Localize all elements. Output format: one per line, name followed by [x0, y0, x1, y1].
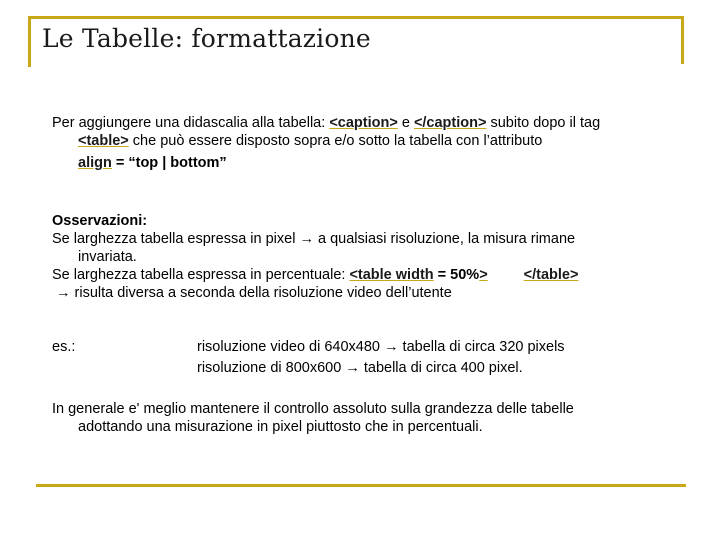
caption-paragraph [52, 114, 600, 172]
observation-text-d: risulta diversa a seconda della risoluzione video dell’utente [70, 285, 452, 301]
slide-title: Le Tabelle: formattazione [42, 24, 371, 53]
tag-close-bracket: > [479, 267, 488, 283]
caption-text-c: che può essere disposto sopra e/o sotto la tabella con l’attributo [128, 133, 543, 149]
observation-line-3 [52, 284, 578, 302]
example-text-c: risoluzione di 800x600 [197, 360, 346, 376]
conclusion-block [52, 400, 574, 436]
width-value: = 50% [433, 267, 480, 283]
align-values: = “top | bottom” [111, 155, 227, 171]
caption-line-2 [52, 132, 600, 150]
caption-text-b: subito dopo il tag [486, 115, 601, 131]
observation-line-2 [52, 266, 578, 284]
conclusion-line-1: In generale e' meglio mantenere il controllo assoluto sulla grandezza delle tabelle [52, 401, 574, 417]
observations-heading: Osservazioni: [52, 213, 148, 229]
table-width-tag: <table width [349, 267, 434, 283]
example-text-d: tabella di circa 400 pixel. [359, 360, 523, 376]
conclusion-line-2: adottando una misurazione in pixel piuttosto che in percentuali. [78, 419, 483, 435]
arrow-icon: → [384, 339, 399, 355]
caption-text: Per aggiungere una didascalia alla tabella: [52, 115, 330, 131]
caption-open-tag: <caption> [329, 115, 398, 131]
caption-line-3 [52, 154, 600, 172]
example-label: es.: [52, 339, 76, 355]
bottom-divider [36, 484, 686, 487]
observation-line-1c: invariata. [78, 249, 137, 265]
example-line-2 [197, 359, 677, 377]
align-attribute: align [78, 155, 112, 171]
example-text: risoluzione video di 640x480 [197, 339, 385, 355]
caption-line-1 [52, 114, 600, 132]
observation-text-b: a qualsiasi risoluzione, la misura rimane [313, 231, 576, 247]
example-line-1 [197, 338, 677, 356]
conjunction: e [397, 115, 414, 131]
arrow-icon: → [299, 231, 314, 247]
observation-text: Se larghezza tabella espressa in pixel [52, 231, 300, 247]
table-close-tag: </table> [523, 267, 579, 283]
arrow-icon: → [345, 360, 360, 376]
observation-text-c: Se larghezza tabella espressa in percentuale: [52, 267, 350, 283]
caption-close-tag: </caption> [413, 115, 487, 131]
observation-line-1 [52, 230, 578, 248]
observations-block [52, 212, 578, 302]
arrow-icon: → [56, 285, 71, 301]
example-lines [197, 338, 677, 377]
example-text-b: tabella di circa 320 pixels [398, 339, 565, 355]
table-tag: <table> [78, 133, 129, 149]
